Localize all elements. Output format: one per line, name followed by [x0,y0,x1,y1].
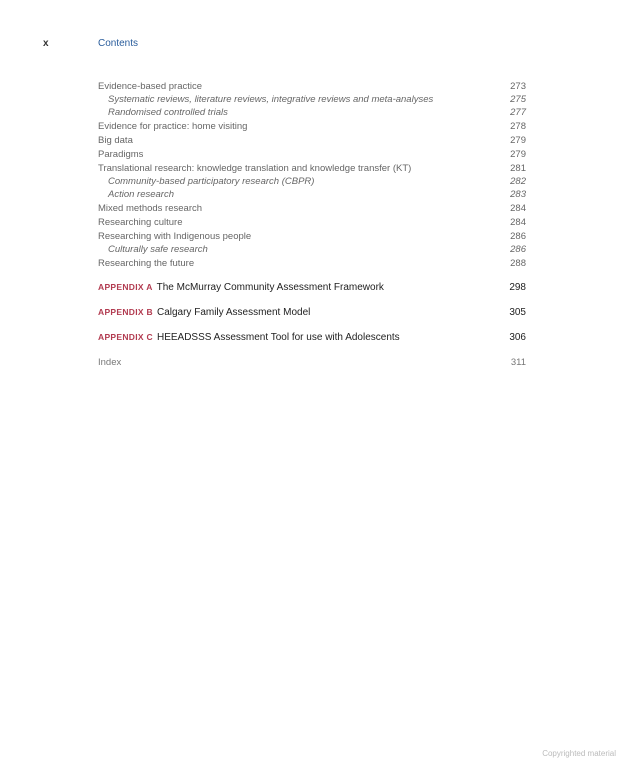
toc-entry-page: 279 [510,135,526,146]
toc-entry-label: Evidence-based practice [98,81,203,92]
toc-entry[interactable] [98,257,526,270]
toc-entry[interactable] [98,80,526,93]
toc-subentry[interactable] [98,188,526,201]
toc-entry[interactable] [98,120,526,133]
toc-entry-page: 282 [510,176,526,187]
toc-entry-page: 286 [510,231,526,242]
toc-entry-page: 281 [510,163,526,174]
toc-entry-label: Paradigms [98,149,144,160]
toc-entry-page: 284 [510,203,526,214]
toc-entry-label: Action research [108,189,175,200]
toc-entry-page: 283 [510,189,526,200]
toc-subentry[interactable] [98,106,526,119]
toc-appendices [98,282,526,343]
toc-entry[interactable] [98,148,526,161]
appendix-tag: APPENDIX A [98,282,153,292]
toc-entry-label: Community-based participatory research (CBPR) [108,176,315,187]
copyright-notice: Copyrighted material [542,749,616,758]
toc-entry-label: Randomised controlled trials [108,107,228,118]
appendix-tag: APPENDIX C [98,332,153,342]
appendix-title: The McMurray Community Assessment Framework [156,282,384,293]
appendix-title: Calgary Family Assessment Model [156,307,311,318]
toc-entry-label: Researching culture [98,217,183,228]
appendix-page: 305 [509,307,526,318]
appendix-page: 306 [509,332,526,343]
toc-entry-label: Translational research: knowledge translation and knowledge transfer (KT) [98,163,412,174]
appendix-title: HEEADSSS Assessment Tool for use with Adolescents [156,332,400,343]
toc-index-page: 311 [510,357,526,368]
toc-appendix-entry[interactable] [98,307,526,318]
toc-entry-page: 273 [510,81,526,92]
appendix-page: 298 [509,282,526,293]
toc-appendix-entry[interactable] [98,282,526,293]
running-header-title: Contents [98,38,139,49]
toc-index-label: Index [98,357,122,368]
appendix-tag: APPENDIX B [98,307,153,317]
toc-entry-label: Culturally safe research [108,244,208,255]
toc-subentry[interactable] [98,243,526,256]
toc-subentry[interactable] [98,93,526,106]
toc-entry[interactable] [98,216,526,229]
toc-entry-page: 278 [510,121,526,132]
toc-entry-label: Researching the future [98,258,195,269]
toc-appendix-entry[interactable] [98,332,526,343]
toc-entries [98,80,526,270]
toc-subentry[interactable] [98,175,526,188]
toc-appendix-heading [98,307,310,318]
toc-entry-label: Researching with Indigenous people [98,231,252,242]
toc-entry-label: Big data [98,135,133,146]
toc-entry-page: 284 [510,217,526,228]
table-of-contents [98,80,526,368]
toc-entry[interactable] [98,202,526,215]
toc-index-entry[interactable] [98,357,526,368]
toc-entry[interactable] [98,162,526,175]
toc-entry-page: 275 [510,94,526,105]
toc-entry[interactable] [98,230,526,243]
toc-appendix-heading [98,332,400,343]
page-number: x [43,38,49,49]
toc-appendix-heading [98,282,384,293]
toc-entry-page: 288 [510,258,526,269]
toc-entry[interactable] [98,134,526,147]
toc-entry-page: 286 [510,244,526,255]
toc-entry-label: Systematic reviews, literature reviews, integrative reviews and meta-analyses [108,94,434,105]
toc-entry-label: Mixed methods research [98,203,203,214]
toc-entry-page: 277 [510,107,526,118]
toc-entry-page: 279 [510,149,526,160]
toc-entry-label: Evidence for practice: home visiting [98,121,248,132]
